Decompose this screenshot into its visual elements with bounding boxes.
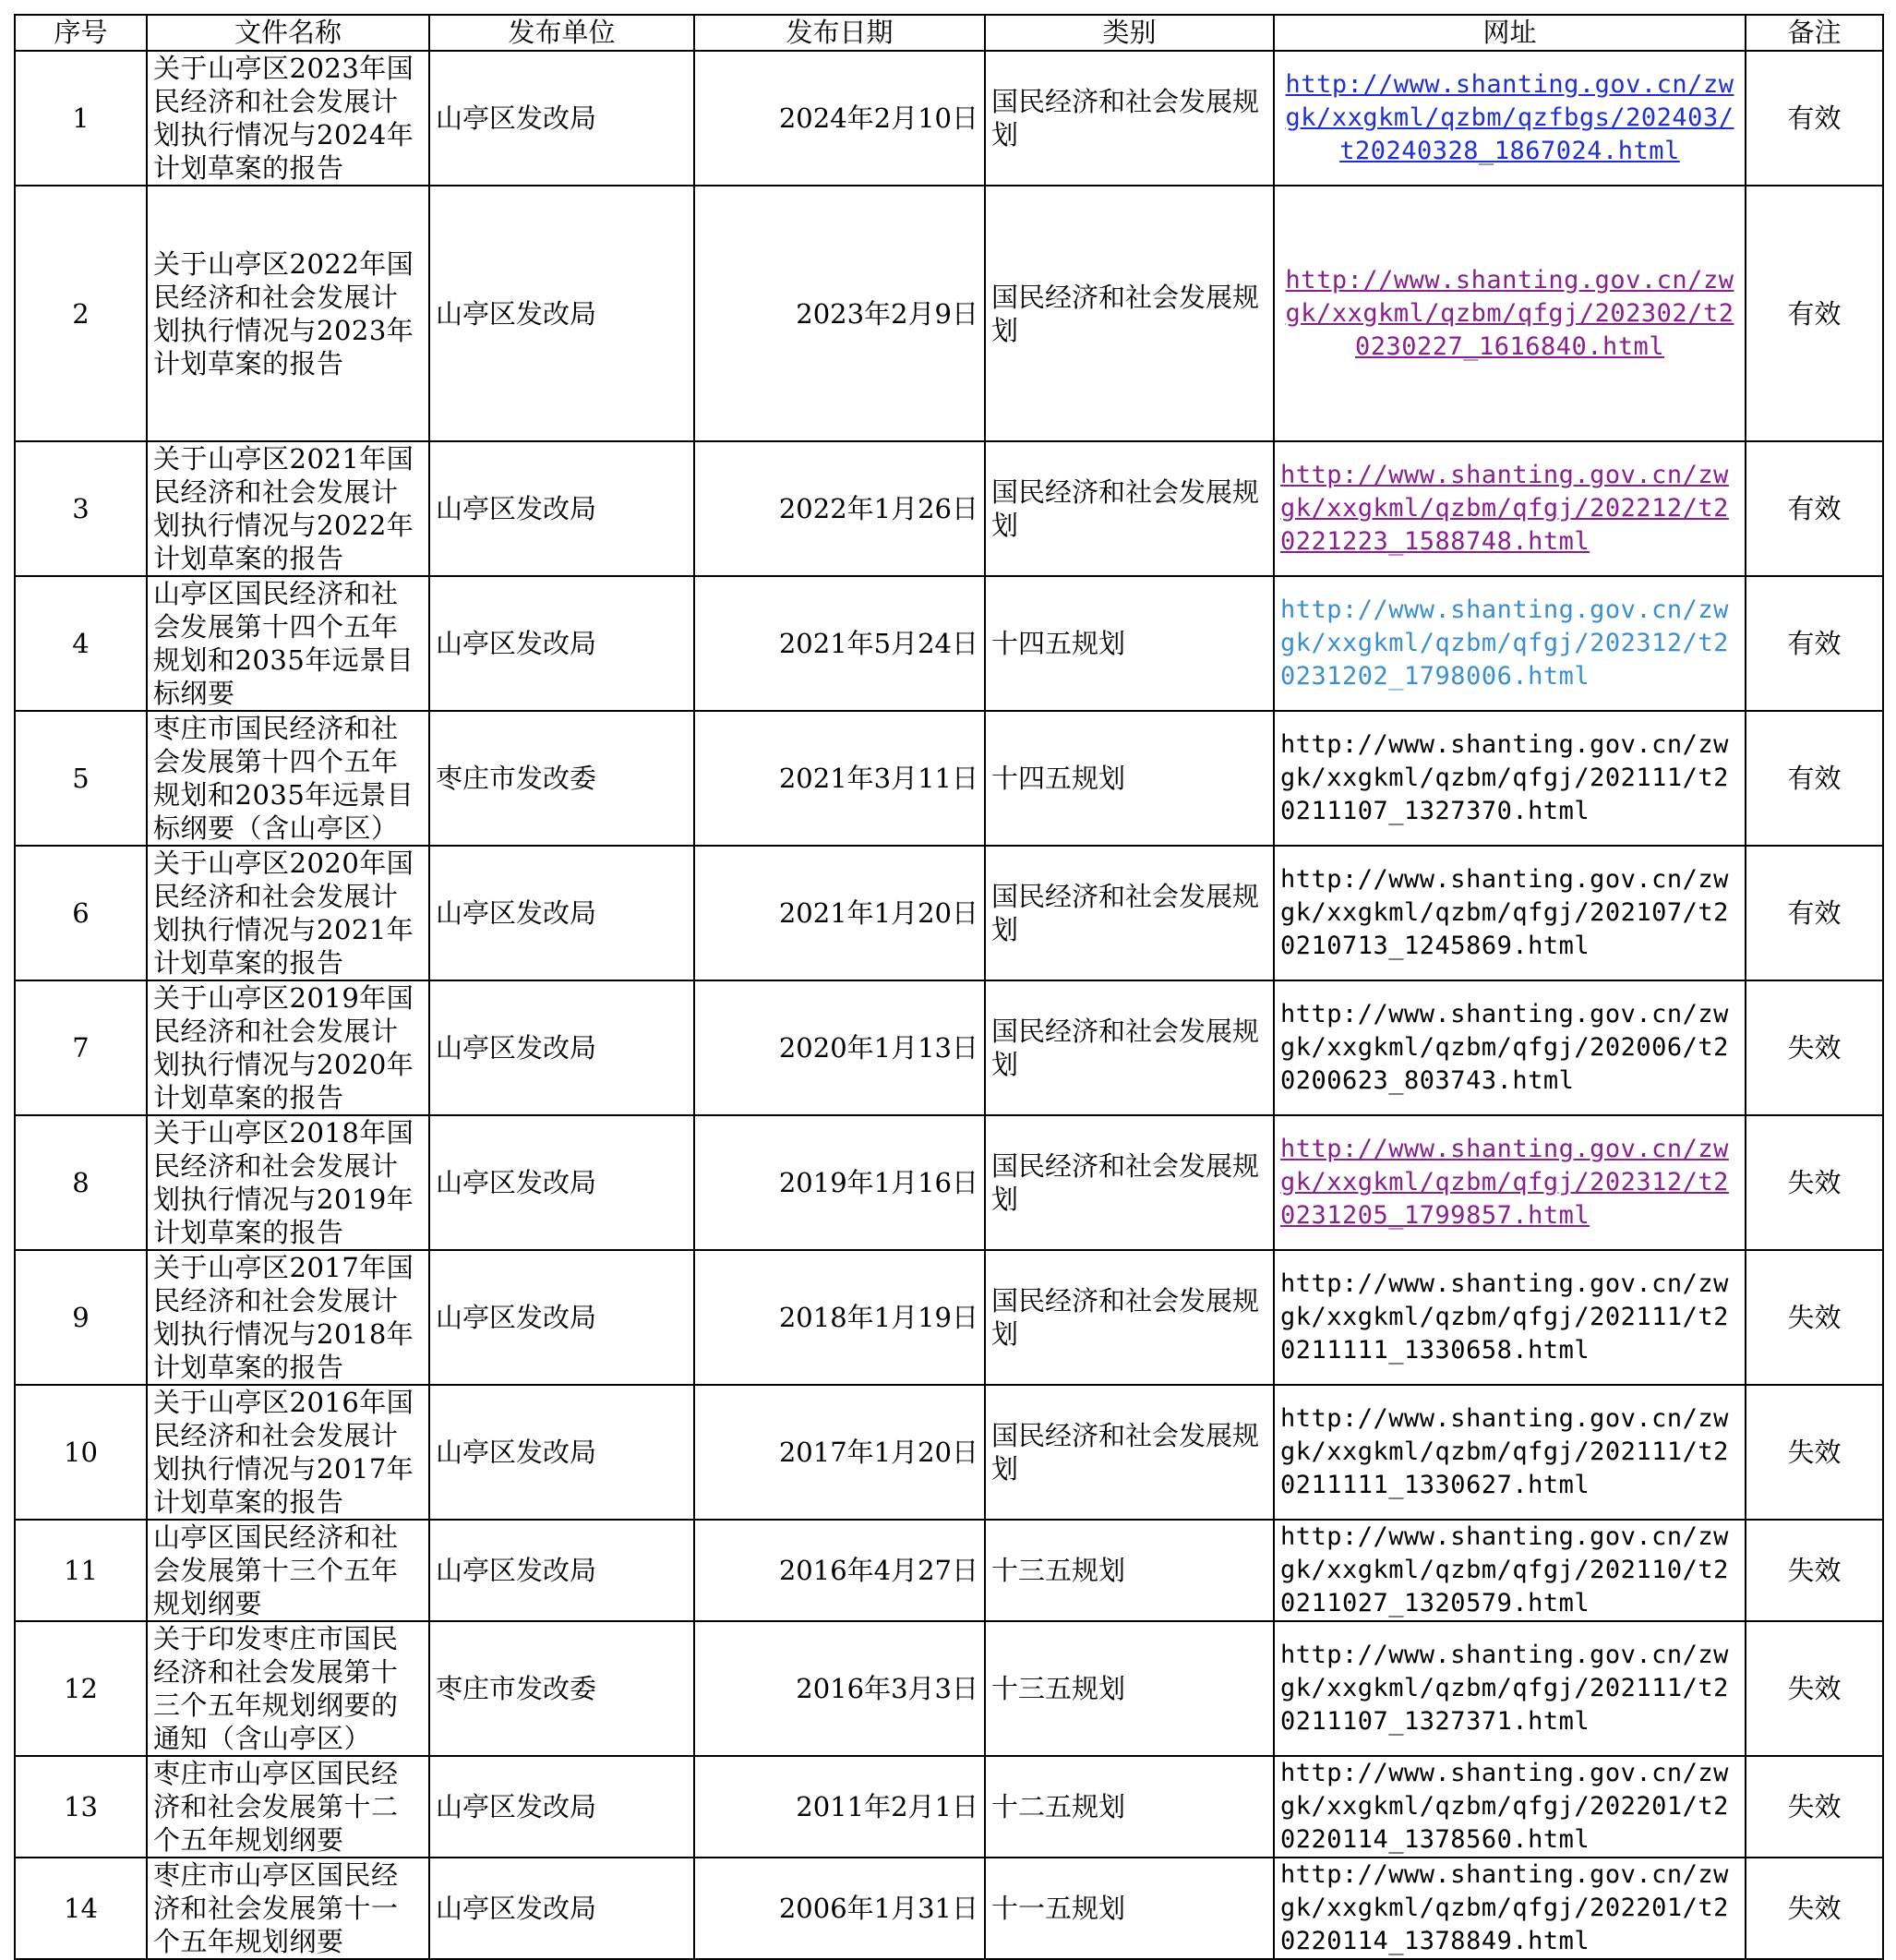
row-title: 关于山亭区2018年国民经济和社会发展计划执行情况与2019年计划草案的报告 (147, 1115, 429, 1250)
row-index: 14 (15, 1858, 147, 1959)
table-row (15, 1756, 1883, 1858)
row-category: 国民经济和社会发展规划 (985, 846, 1274, 980)
row-note: 失效 (1746, 1250, 1883, 1385)
row-index: 13 (15, 1756, 147, 1858)
row-url-text: http://www.shanting.gov.cn/zwgk/xxgkml/qzbm/qfgj/202006/t20200623_803743.html (1280, 1000, 1729, 1095)
row-date: 2021年3月11日 (694, 711, 985, 846)
row-note: 失效 (1746, 1858, 1883, 1959)
row-url-link[interactable]: http://www.shanting.gov.cn/zwgk/xxgkml/qzbm/qzfbgs/202403/t20240328_1867024.html (1285, 70, 1734, 165)
row-url-text: http://www.shanting.gov.cn/zwgk/xxgkml/qzbm/qfgj/202111/t20211111_1330658.html (1280, 1269, 1729, 1365)
row-note: 失效 (1746, 980, 1883, 1115)
row-category: 十三五规划 (985, 1621, 1274, 1756)
header-note: 备注 (1746, 15, 1883, 51)
row-category: 国民经济和社会发展规划 (985, 51, 1274, 186)
row-url-cell (1274, 846, 1746, 980)
row-org: 山亭区发改局 (429, 1520, 694, 1621)
row-title: 关于山亭区2023年国民经济和社会发展计划执行情况与2024年计划草案的报告 (147, 51, 429, 186)
row-title: 关于山亭区2022年国民经济和社会发展计划执行情况与2023年计划草案的报告 (147, 186, 429, 441)
row-org: 山亭区发改局 (429, 1756, 694, 1858)
row-url-cell (1274, 441, 1746, 576)
row-index: 3 (15, 441, 147, 576)
row-index: 5 (15, 711, 147, 846)
row-url-cell (1274, 1520, 1746, 1621)
row-url-text: http://www.shanting.gov.cn/zwgk/xxgkml/qzbm/qfgj/202107/t20210713_1245869.html (1280, 865, 1729, 960)
row-category: 国民经济和社会发展规划 (985, 1385, 1274, 1520)
row-org: 山亭区发改局 (429, 1250, 694, 1385)
row-url-cell (1274, 51, 1746, 186)
row-url-text: http://www.shanting.gov.cn/zwgk/xxgkml/qzbm/qfgj/202110/t20211027_1320579.html (1280, 1522, 1729, 1617)
row-note: 有效 (1746, 846, 1883, 980)
row-url-cell (1274, 1115, 1746, 1250)
row-date: 2016年4月27日 (694, 1520, 985, 1621)
row-category: 十四五规划 (985, 711, 1274, 846)
row-date: 2022年1月26日 (694, 441, 985, 576)
row-url-text: http://www.shanting.gov.cn/zwgk/xxgkml/qzbm/qfgj/202111/t20211111_1330627.html (1280, 1404, 1729, 1499)
row-url-cell (1274, 576, 1746, 711)
row-title: 山亭区国民经济和社会发展第十三个五年规划纲要 (147, 1520, 429, 1621)
table-row (15, 576, 1883, 711)
row-index: 4 (15, 576, 147, 711)
row-org: 山亭区发改局 (429, 980, 694, 1115)
header-row (15, 15, 1883, 51)
row-date: 2020年1月13日 (694, 980, 985, 1115)
row-url-cell (1274, 1858, 1746, 1959)
row-url-cell (1274, 1621, 1746, 1756)
row-index: 11 (15, 1520, 147, 1621)
row-category: 十三五规划 (985, 1520, 1274, 1621)
row-date: 2018年1月19日 (694, 1250, 985, 1385)
table-row (15, 186, 1883, 441)
row-index: 1 (15, 51, 147, 186)
row-note: 有效 (1746, 186, 1883, 441)
table-row (15, 1385, 1883, 1520)
row-date: 2011年2月1日 (694, 1756, 985, 1858)
row-org: 山亭区发改局 (429, 1858, 694, 1959)
row-index: 10 (15, 1385, 147, 1520)
row-url-text: http://www.shanting.gov.cn/zwgk/xxgkml/qzbm/qfgj/202111/t20211107_1327371.html (1280, 1641, 1729, 1736)
row-note: 失效 (1746, 1385, 1883, 1520)
row-org: 山亭区发改局 (429, 51, 694, 186)
row-date: 2024年2月10日 (694, 51, 985, 186)
row-category: 国民经济和社会发展规划 (985, 1250, 1274, 1385)
row-note: 失效 (1746, 1756, 1883, 1858)
row-index: 2 (15, 186, 147, 441)
row-url-link[interactable]: http://www.shanting.gov.cn/zwgk/xxgkml/qzbm/qfgj/202312/t20231205_1799857.html (1280, 1135, 1729, 1230)
table-row (15, 1115, 1883, 1250)
row-url-cell (1274, 1250, 1746, 1385)
table-row (15, 980, 1883, 1115)
table-row (15, 441, 1883, 576)
row-index: 8 (15, 1115, 147, 1250)
row-url-text: http://www.shanting.gov.cn/zwgk/xxgkml/qzbm/qfgj/202201/t20220114_1378849.html (1280, 1860, 1729, 1955)
row-org: 枣庄市发改委 (429, 711, 694, 846)
row-note: 失效 (1746, 1621, 1883, 1756)
row-date: 2006年1月31日 (694, 1858, 985, 1959)
row-date: 2021年1月20日 (694, 846, 985, 980)
row-date: 2023年2月9日 (694, 186, 985, 441)
table-row (15, 51, 1883, 186)
row-url-text: http://www.shanting.gov.cn/zwgk/xxgkml/qzbm/qfgj/202312/t20231202_1798006.html (1280, 595, 1729, 691)
row-note: 有效 (1746, 441, 1883, 576)
table-row (15, 1250, 1883, 1385)
row-org: 山亭区发改局 (429, 186, 694, 441)
row-url-link[interactable]: http://www.shanting.gov.cn/zwgk/xxgkml/qzbm/qfgj/202302/t20230227_1616840.html (1285, 265, 1734, 361)
row-category: 国民经济和社会发展规划 (985, 186, 1274, 441)
row-category: 国民经济和社会发展规划 (985, 1115, 1274, 1250)
header-index: 序号 (15, 15, 147, 51)
header-org: 发布单位 (429, 15, 694, 51)
row-note: 有效 (1746, 711, 1883, 846)
table-row (15, 1621, 1883, 1756)
row-org: 山亭区发改局 (429, 441, 694, 576)
row-index: 7 (15, 980, 147, 1115)
table-row (15, 1520, 1883, 1621)
row-org: 山亭区发改局 (429, 1385, 694, 1520)
row-title: 关于山亭区2017年国民经济和社会发展计划执行情况与2018年计划草案的报告 (147, 1250, 429, 1385)
row-note: 失效 (1746, 1115, 1883, 1250)
table-row (15, 846, 1883, 980)
row-note: 失效 (1746, 1520, 1883, 1621)
row-note: 有效 (1746, 51, 1883, 186)
row-category: 十一五规划 (985, 1858, 1274, 1959)
row-url-link[interactable]: http://www.shanting.gov.cn/zwgk/xxgkml/qzbm/qfgj/202212/t20221223_1588748.html (1280, 461, 1729, 556)
row-note: 有效 (1746, 576, 1883, 711)
row-url-cell (1274, 1385, 1746, 1520)
row-category: 国民经济和社会发展规划 (985, 980, 1274, 1115)
header-title: 文件名称 (147, 15, 429, 51)
row-date: 2017年1月20日 (694, 1385, 985, 1520)
row-org: 枣庄市发改委 (429, 1621, 694, 1756)
row-title: 枣庄市国民经济和社会发展第十四个五年规划和2035年远景目标纲要（含山亭区） (147, 711, 429, 846)
row-title: 关于山亭区2020年国民经济和社会发展计划执行情况与2021年计划草案的报告 (147, 846, 429, 980)
header-date: 发布日期 (694, 15, 985, 51)
table-row (15, 711, 1883, 846)
row-url-cell (1274, 186, 1746, 441)
row-index: 9 (15, 1250, 147, 1385)
row-category: 十四五规划 (985, 576, 1274, 711)
row-index: 12 (15, 1621, 147, 1756)
row-title: 山亭区国民经济和社会发展第十四个五年规划和2035年远景目标纲要 (147, 576, 429, 711)
row-category: 十二五规划 (985, 1756, 1274, 1858)
row-title: 关于山亭区2016年国民经济和社会发展计划执行情况与2017年计划草案的报告 (147, 1385, 429, 1520)
row-url-text: http://www.shanting.gov.cn/zwgk/xxgkml/qzbm/qfgj/202111/t20211107_1327370.html (1280, 730, 1729, 825)
row-category: 国民经济和社会发展规划 (985, 441, 1274, 576)
row-date: 2021年5月24日 (694, 576, 985, 711)
row-org: 山亭区发改局 (429, 846, 694, 980)
row-org: 山亭区发改局 (429, 1115, 694, 1250)
table-row (15, 1858, 1883, 1959)
row-title: 关于印发枣庄市国民经济和社会发展第十三个五年规划纲要的通知（含山亭区） (147, 1621, 429, 1756)
row-title: 枣庄市山亭区国民经济和社会发展第十二个五年规划纲要 (147, 1756, 429, 1858)
row-date: 2019年1月16日 (694, 1115, 985, 1250)
row-date: 2016年3月3日 (694, 1621, 985, 1756)
row-url-cell (1274, 980, 1746, 1115)
row-url-cell (1274, 1756, 1746, 1858)
row-org: 山亭区发改局 (429, 576, 694, 711)
row-url-text: http://www.shanting.gov.cn/zwgk/xxgkml/qzbm/qfgj/202201/t20220114_1378560.html (1280, 1759, 1729, 1854)
header-category: 类别 (985, 15, 1274, 51)
header-url: 网址 (1274, 15, 1746, 51)
row-title: 关于山亭区2021年国民经济和社会发展计划执行情况与2022年计划草案的报告 (147, 441, 429, 576)
row-title: 枣庄市山亭区国民经济和社会发展第十一个五年规划纲要 (147, 1858, 429, 1959)
document-table (14, 14, 1884, 1960)
row-title: 关于山亭区2019年国民经济和社会发展计划执行情况与2020年计划草案的报告 (147, 980, 429, 1115)
row-url-cell (1274, 711, 1746, 846)
row-index: 6 (15, 846, 147, 980)
